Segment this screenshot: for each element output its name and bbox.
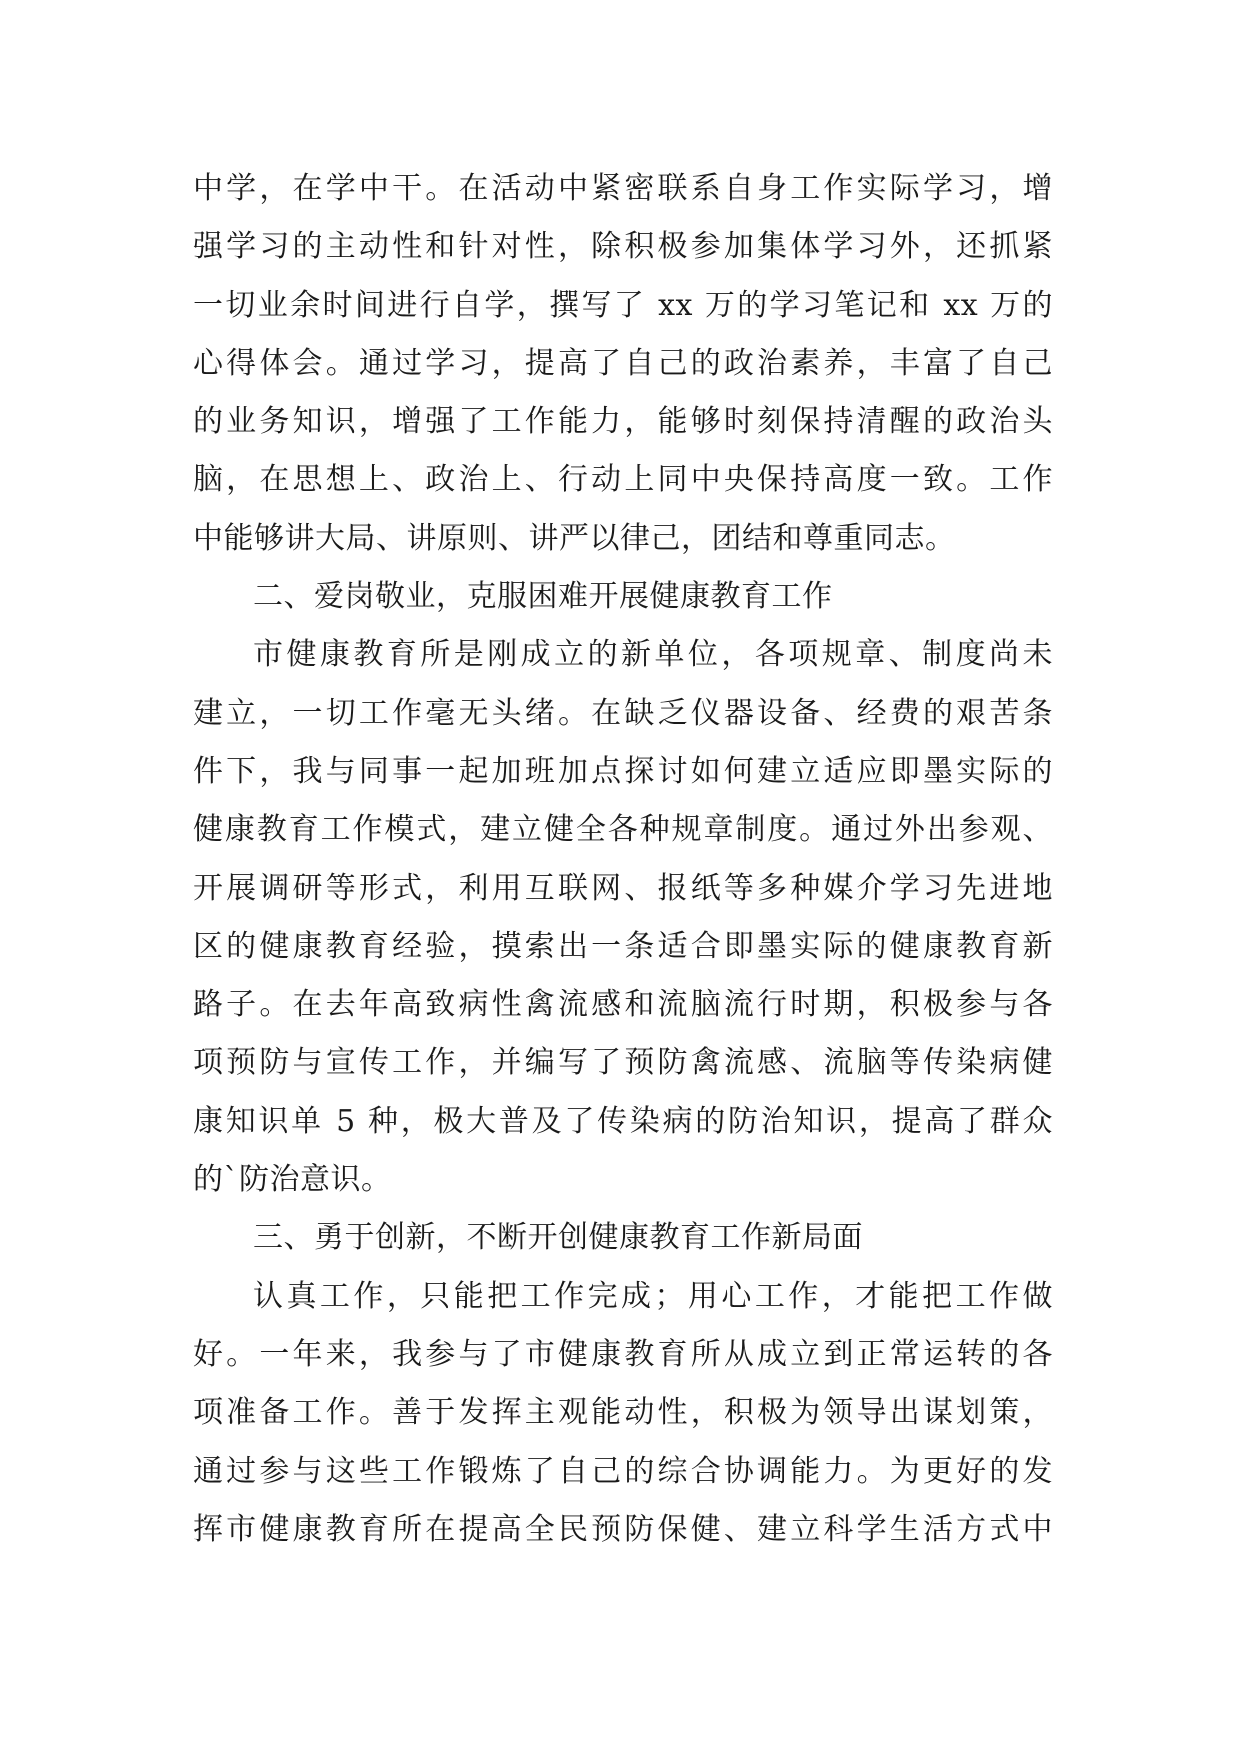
- body-line: 的业务知识，增强了工作能力，能够时刻保持清醒的政治头: [193, 404, 1053, 440]
- body-line: 认真工作，只能把工作完成；用心工作，才能把工作做: [253, 1278, 1053, 1314]
- body-line: 心得体会。通过学习，提高了自己的政治素养，丰富了自己: [193, 345, 1053, 381]
- body-line: 中能够讲大局、讲原则、讲严以律己，团结和尊重同志。: [193, 520, 956, 556]
- body-line: 一切业余时间进行自学，撰写了 xx 万的学习笔记和 xx 万的: [193, 287, 1053, 323]
- body-line: 挥市健康教育所在提高全民预防保健、建立科学生活方式中: [193, 1511, 1053, 1547]
- section-heading-2: 二、爱岗敬业，克服困难开展健康教育工作: [253, 579, 833, 615]
- body-line: 康知识单 5 种，极大普及了传染病的防治知识，提高了群众: [193, 1103, 1053, 1139]
- body-line: 区的健康教育经验，摸索出一条适合即墨实际的健康教育新: [193, 928, 1053, 964]
- body-line: 项准备工作。善于发挥主观能动性，积极为领导出谋划策，: [193, 1395, 1053, 1431]
- section-heading-3: 三、勇于创新，不断开创健康教育工作新局面: [253, 1220, 863, 1256]
- body-line: 好。一年来，我参与了市健康教育所从成立到正常运转的各: [193, 1336, 1053, 1372]
- body-line: 项预防与宣传工作，并编写了预防禽流感、流脑等传染病健: [193, 1045, 1053, 1081]
- body-line: 的`防治意识。: [193, 1162, 392, 1198]
- body-line: 脑，在思想上、政治上、行动上同中央保持高度一致。工作: [193, 462, 1053, 498]
- body-line: 强学习的主动性和针对性，除积极参加集体学习外，还抓紧: [193, 229, 1053, 265]
- body-line: 建立，一切工作毫无头绪。在缺乏仪器设备、经费的艰苦条: [193, 695, 1053, 731]
- document-body: [193, 160, 1053, 1559]
- body-line: 中学，在学中干。在活动中紧密联系自身工作实际学习，增: [193, 171, 1053, 206]
- body-line: 路子。在去年高致病性禽流感和流脑流行时期，积极参与各: [193, 987, 1053, 1023]
- body-line: 健康教育工作模式，建立健全各种规章制度。通过外出参观、: [193, 812, 1053, 848]
- body-line: 通过参与这些工作锻炼了自己的综合协调能力。为更好的发: [193, 1453, 1053, 1489]
- body-line: 开展调研等形式，利用互联网、报纸等多种媒介学习先进地: [193, 870, 1053, 906]
- body-line: 市健康教育所是刚成立的新单位，各项规章、制度尚未: [253, 637, 1053, 673]
- body-line: 件下，我与同事一起加班加点探讨如何建立适应即墨实际的: [193, 753, 1053, 789]
